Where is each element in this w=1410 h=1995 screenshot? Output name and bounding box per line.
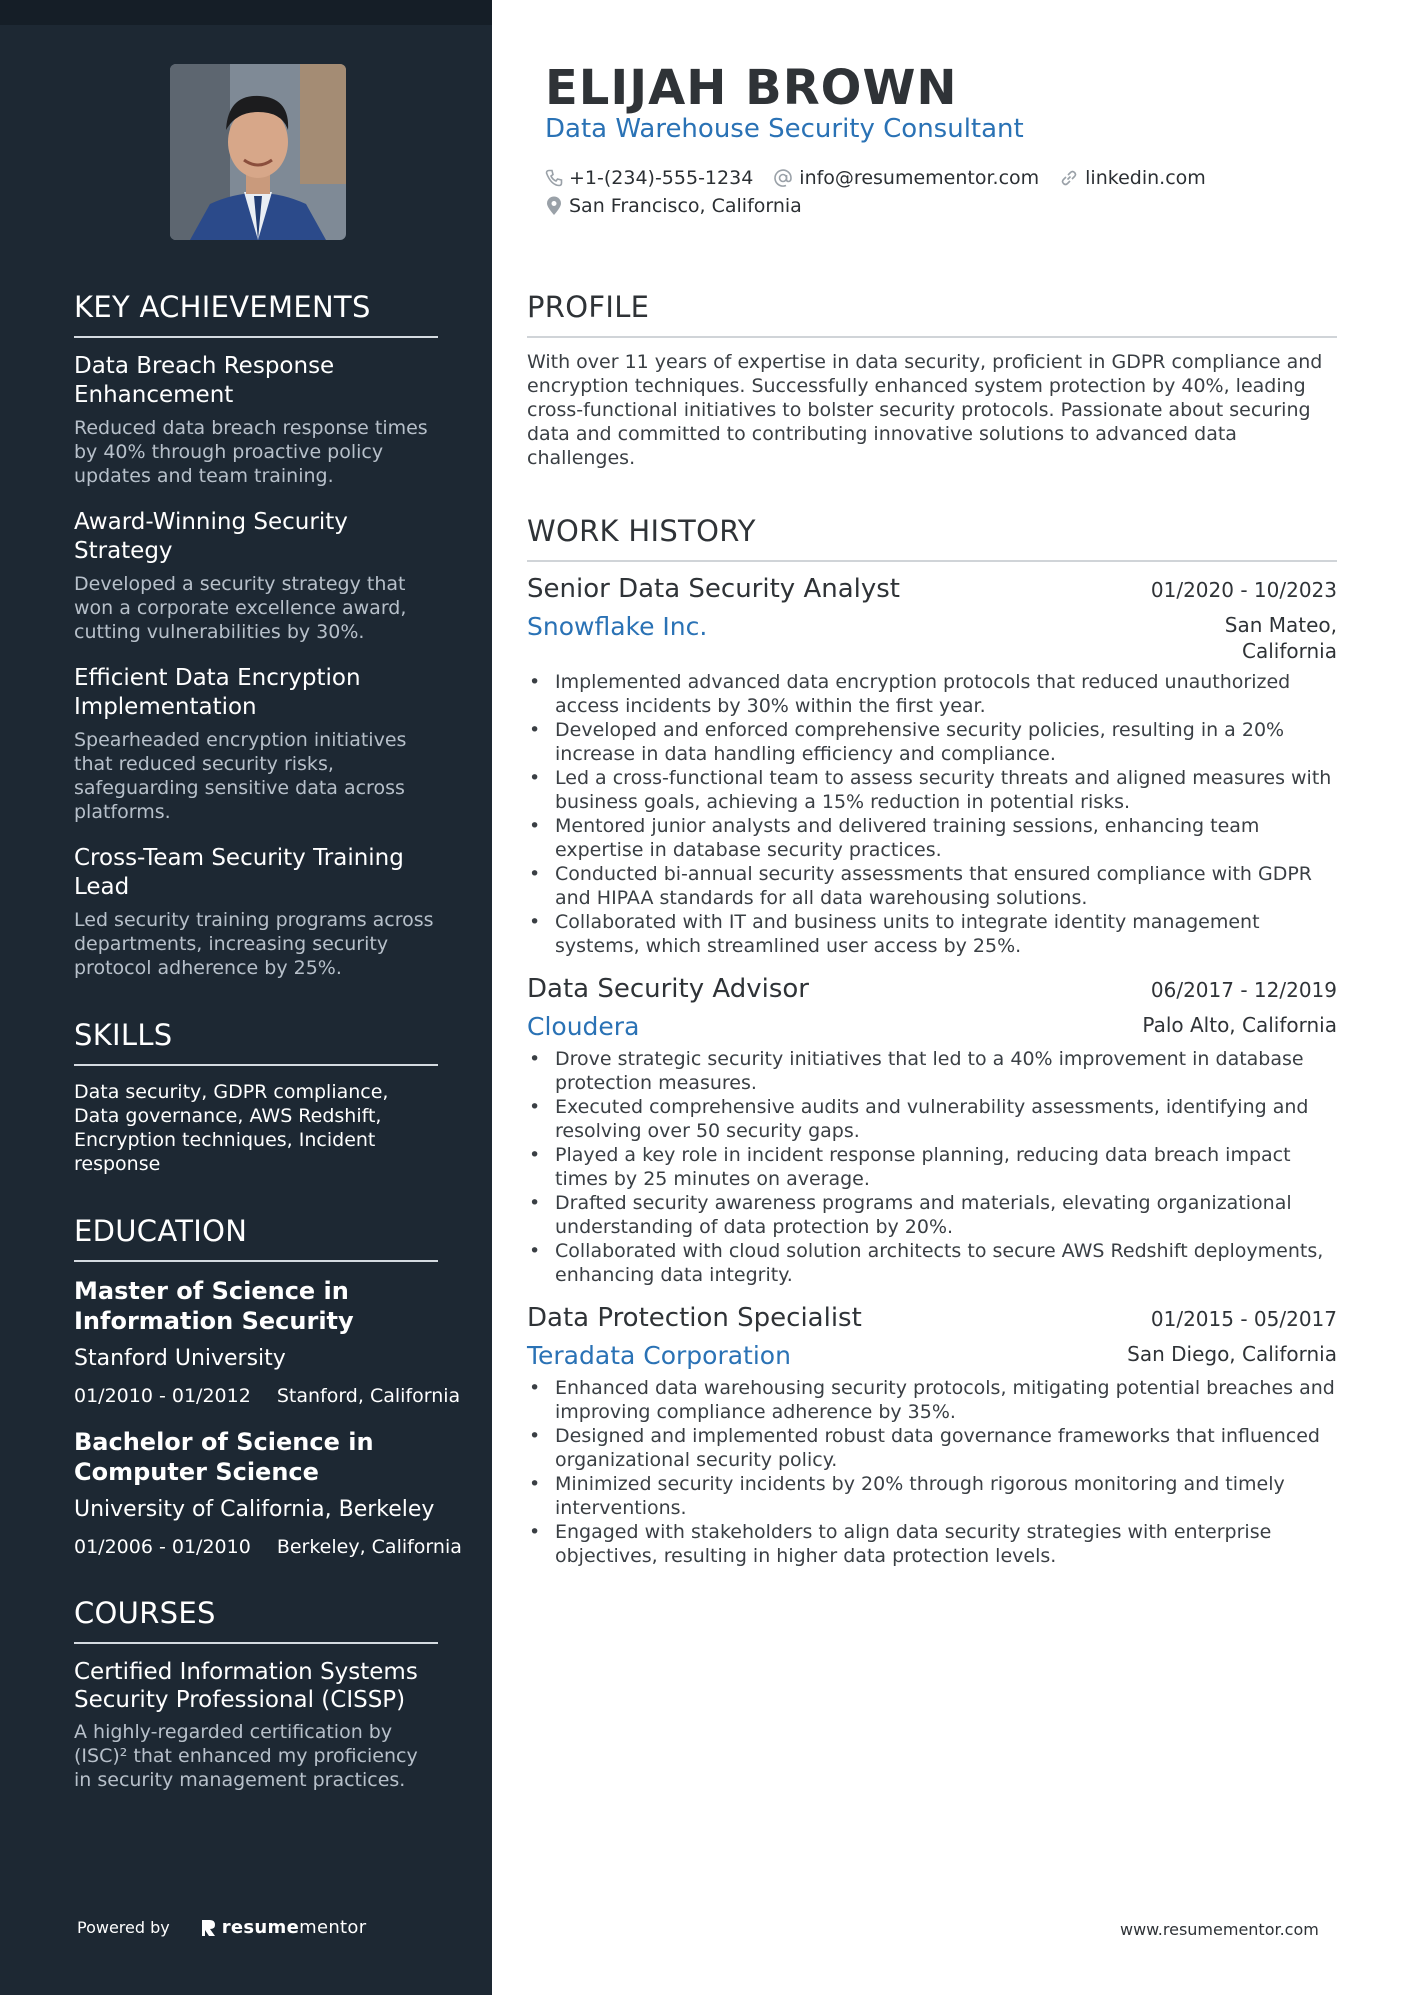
education-meta [74,1385,461,1407]
sidebar [0,0,492,1995]
job-location: San Mateo, California [1224,613,1337,663]
job-location: Palo Alto, California [1142,1013,1337,1037]
education-item [74,1276,461,1407]
education-degree: Master of Science in Information Security [74,1277,354,1335]
education-heading: EDUCATION [74,1214,438,1262]
email-text: info@resumementor.com [799,167,1040,189]
contact-info [545,164,1325,220]
phone-icon [545,169,563,187]
job-entry [527,574,1337,958]
achievements-section [74,290,438,980]
education-section [74,1214,462,1558]
job-entry [527,1303,1337,1568]
achievement-title: Award-Winning Security Strategy [74,509,348,564]
education-item [74,1427,462,1558]
job-title: Data Protection Specialist [527,1303,862,1333]
education-degree: Bachelor of Science in Computer Science [74,1428,374,1486]
linkedin-text: linkedin.com [1085,167,1206,189]
achievement-desc: Led security training programs across departments, increasing security protocol adherence by 25%. [74,909,434,979]
contact-location [545,195,802,217]
job-bullet: • Executed comprehensive audits and vulnerability assessments, identifying and resolving over 50 security gaps. [527,1095,1337,1143]
skills-list: Data security, GDPR compliance, Data governance, AWS Redshift, Encryption techniques, Incident response [74,1081,389,1175]
job-bullet: • Led a cross-functional team to assess security threats and aligned measures with business goals, achieving a 15% reduction in potential risks. [527,766,1337,814]
course-item [74,1658,438,1792]
link-icon [1059,168,1079,188]
job-bullet: • Designed and implemented robust data governance frameworks that influenced organizational security policy. [527,1424,1337,1472]
achievement-item [74,352,438,488]
work-history-heading: WORK HISTORY [527,514,1337,562]
profile-text: With over 11 years of expertise in data security, proficient in GDPR compliance and encryption techniques. Successfully enhanced system protection by 40%, leading cross-functional initiatives to bolster security protocols. Passionate about securing data and committed to contributing innovative solutions to advanced data challenges. [527,351,1323,469]
achievement-title: Cross-Team Security Training Lead [74,845,404,900]
job-bullets [527,1047,1337,1287]
achievements-heading: KEY ACHIEVEMENTS [74,290,438,338]
education-school: Stanford University [74,1346,286,1371]
contact-linkedin[interactable] [1059,167,1206,189]
job-bullet: • Played a key role in incident response planning, reducing data breach impact times by 25 minutes on average. [527,1143,1337,1191]
job-company: Cloudera [527,1012,640,1041]
at-sign-icon [773,168,793,188]
education-location: Stanford, California [276,1385,461,1407]
education-school: University of California, Berkeley [74,1497,435,1522]
job-bullet: • Mentored junior analysts and delivered training sessions, enhancing team expertise in database security practices. [527,814,1337,862]
education-location: Berkeley, California [276,1536,462,1558]
powered-by-label: Powered by [77,1918,170,1937]
achievement-title: Data Breach Response Enhancement [74,353,335,408]
job-bullet: • Collaborated with cloud solution architects to secure AWS Redshift deployments, enhancing data integrity. [527,1239,1337,1287]
profile-heading: PROFILE [527,290,1337,338]
job-bullet: • Developed and enforced comprehensive security policies, resulting in a 20% increase in data handling efficiency and compliance. [527,718,1337,766]
profile-photo [170,64,346,240]
achievement-item [74,844,438,980]
contact-email[interactable] [773,167,1039,189]
skills-heading: SKILLS [74,1018,438,1066]
job-bullets [527,1376,1337,1568]
education-dates: 01/2006 - 01/2010 [74,1536,251,1558]
achievement-desc: Developed a security strategy that won a corporate excellence award, cutting vulnerabilities by 30%. [74,573,407,643]
location-text: San Francisco, California [569,195,802,217]
job-bullet: • Conducted bi-annual security assessments that ensured compliance with GDPR and HIPAA standards for all data warehousing solutions. [527,862,1337,910]
brand-light: mentor [299,1917,367,1938]
footer-website-link[interactable]: www.resumementor.com [1120,1920,1319,1939]
brand-bold: resume [221,1917,300,1938]
job-bullet: • Implemented advanced data encryption protocols that reduced unauthorized access incidents by 30% within the first year. [527,670,1337,718]
job-dates: 01/2020 - 10/2023 [1150,578,1337,602]
job-location: San Diego, California [1127,1342,1337,1366]
job-company: Teradata Corporation [527,1341,791,1370]
course-desc: A highly-regarded certification by (ISC)² that enhanced my proficiency in security management practices. [74,1721,418,1791]
education-dates: 01/2010 - 01/2012 [74,1385,251,1407]
contact-phone[interactable] [545,167,753,189]
main-content [527,0,1337,1995]
job-bullet: • Drafted security awareness programs and materials, elevating organizational understanding of data protection by 20%. [527,1191,1337,1239]
profile-section [527,290,1337,470]
achievement-desc: Reduced data breach response times by 40% through proactive policy updates and team training. [74,417,428,487]
phone-text: +1-(234)-555-1234 [569,167,754,189]
achievement-desc: Spearheaded encryption initiatives that reduced security risks, safeguarding sensitive data across platforms. [74,729,407,823]
job-bullet: • Enhanced data warehousing security protocols, mitigating potential breaches and improving compliance adherence by 35%. [527,1376,1337,1424]
courses-heading: COURSES [74,1596,438,1644]
job-bullets [527,670,1337,958]
location-pin-icon [545,196,563,216]
job-dates: 06/2017 - 12/2019 [1150,978,1337,1002]
job-bullet: • Collaborated with IT and business units to integrate identity management systems, which streamlined user access by 25%. [527,910,1337,958]
courses-section [74,1596,438,1792]
job-title: Senior Data Security Analyst [527,574,900,604]
powered-by [77,1917,366,1938]
job-title: Data Security Advisor [527,974,809,1004]
brand-logo[interactable] [200,1917,367,1938]
candidate-role: Data Warehouse Security Consultant [545,114,1024,144]
job-company: Snowflake Inc. [527,612,708,641]
achievement-title: Efficient Data Encryption Implementation [74,665,361,720]
job-entry [527,974,1337,1287]
work-history-section [527,514,1337,1568]
achievement-item [74,664,438,824]
job-bullet: • Engaged with stakeholders to align data security strategies with enterprise objectives, resulting in higher data protection levels. [527,1520,1337,1568]
education-meta [74,1536,462,1558]
skills-section [74,1018,438,1176]
achievement-item [74,508,438,644]
course-title: Certified Information Systems Security Professional (CISSP) [74,1659,418,1713]
sidebar-top-bar [0,0,492,25]
brand-mark-icon [200,1918,216,1938]
job-bullet: • Minimized security incidents by 20% through rigorous monitoring and timely interventions. [527,1472,1337,1520]
job-bullet: • Drove strategic security initiatives that led to a 40% improvement in database protection measures. [527,1047,1337,1095]
candidate-name: ELIJAH BROWN [545,60,958,116]
job-dates: 01/2015 - 05/2017 [1150,1307,1337,1331]
